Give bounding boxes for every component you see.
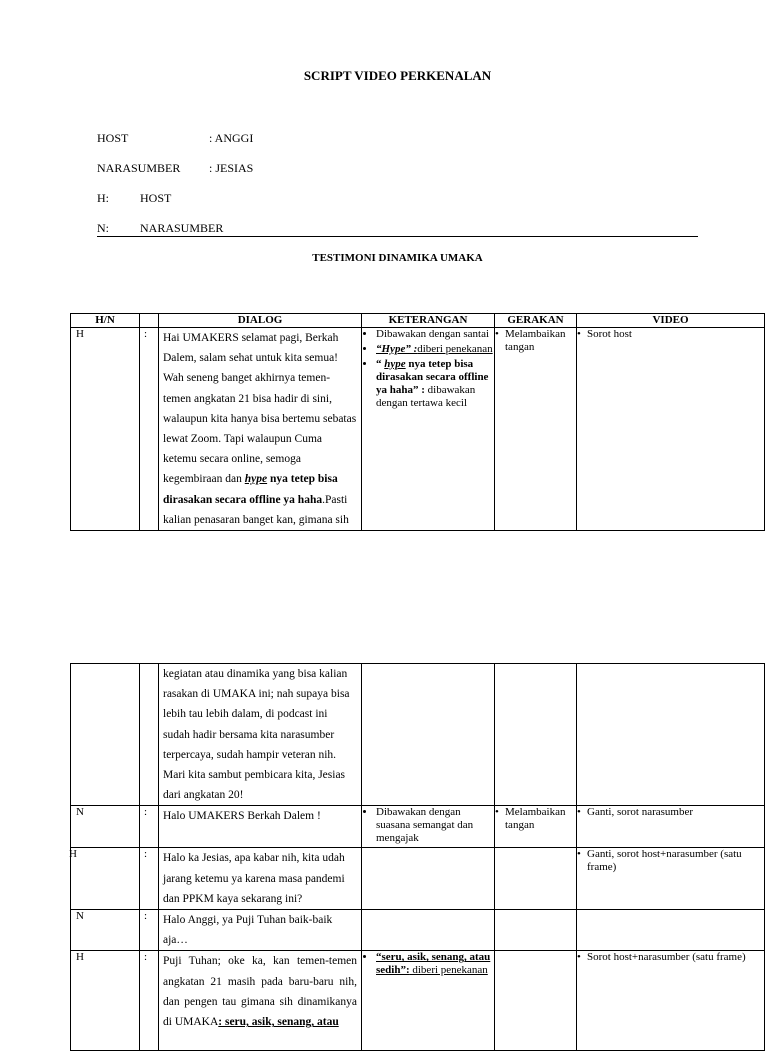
video-cell (577, 848, 765, 910)
keterangan-item: • “seru, asik, senang, atau sedih”: diberi penekanan (376, 951, 494, 977)
dialog-cell: Halo ka Jesias, apa kabar nih, kita udah jarang ketemu ya karena masa pandemi dan PPKM kaya sekarang ini? (159, 848, 362, 910)
keterangan-item: • “ hype nya tetep bisa dirasakan secara offline ya haha” : dibawakan dengan tertawa kecil (376, 358, 494, 410)
dialog-text: Puji Tuhan; oke ka, kan temen-temen angkatan 21 masih pada baru-baru nih, dan pengen tau gimana sih dinamikanya di UMAKA (163, 955, 357, 1029)
dialog-emphasis: nya tetep bisa dirasakan secara offline ya haha (163, 473, 338, 506)
dialog-cell: Halo UMAKERS Berkah Dalem ! (159, 806, 362, 848)
keterangan-item: • Dibawakan dengan santai (376, 328, 494, 341)
colon-cell: : (140, 328, 159, 531)
header-dialog: DIALOG (159, 314, 362, 328)
header-gerakan: GERAKAN (495, 314, 577, 328)
meta-n-value: NARASUMBER (140, 221, 224, 235)
keterangan-cell (362, 951, 495, 1051)
keterangan-item: • Dibawakan dengan suasana semangat dan mengajak (376, 806, 494, 845)
header-keterangan: KETERANGAN (362, 314, 495, 328)
table-row (71, 806, 765, 848)
speaker-cell: N (71, 910, 140, 951)
table-row (71, 328, 765, 531)
meta-narasumber-value: : JESIAS (209, 161, 254, 175)
dialog-text: Hai UMAKERS selamat pagi, Berkah Dalem, salam sehat untuk kita semua! Wah seneng banget akhirnya temen-temen angkatan 21 bisa hadir di sini, walaupun kita hanya bisa bertemu sebatas lewat Zoom. Tapi walaupun Cuma ketemu secara online, semoga kegembiraan dan (163, 332, 357, 486)
table-header-row (71, 314, 765, 328)
gerakan-cell (495, 910, 577, 951)
speaker-cell: H (71, 951, 140, 1051)
speaker-cell: H (69, 848, 138, 910)
colon-cell (140, 664, 159, 806)
dialog-cell: kegiatan atau dinamika yang bisa kalian rasakan di UMAKA ini; nah supaya bisa lebih tau lebih dalam, di podcast ini sudah hadir bersama kita narasumber terpercaya, sudah hampir veteran nih. Mari kita sambut pembicara kita, Jesias dari angkatan 20! (159, 664, 362, 806)
table-row (71, 848, 765, 910)
gerakan-cell (495, 848, 577, 910)
meta-host-label: HOST (97, 131, 129, 145)
video-item: • Sorot host+narasumber (satu frame) (577, 951, 764, 964)
keterangan-cell (362, 806, 495, 848)
keterangan-item: • “Hype” :diberi penekanan (376, 343, 494, 356)
dialog-emphasis: : seru, asik, senang, atau (218, 1016, 339, 1029)
gerakan-item: • Melambaikan tangan (495, 328, 576, 354)
dialog-cell (159, 951, 362, 1051)
keterangan-cell (362, 848, 495, 910)
dialog-emphasis-hype: hype (244, 473, 268, 486)
script-table-page-2 (70, 663, 765, 1051)
script-table-page-1 (70, 313, 765, 531)
keterangan-cell (362, 910, 495, 951)
dialog-cell: Halo Anggi, ya Puji Tuhan baik-baik aja… (159, 910, 362, 951)
table-row (71, 664, 765, 806)
meta-h-value: HOST (140, 191, 172, 205)
gerakan-cell (495, 328, 577, 531)
speaker-cell (71, 664, 140, 806)
gerakan-cell (495, 664, 577, 806)
meta-host-value: : ANGGI (209, 131, 254, 145)
gerakan-cell (495, 806, 577, 848)
video-cell (577, 806, 765, 848)
colon-cell: : (140, 806, 159, 848)
section-subtitle: TESTIMONI DINAMIKA UMAKA (312, 252, 483, 264)
video-cell (577, 951, 765, 1051)
gerakan-item: • Melambaikan tangan (495, 806, 576, 832)
table-row (71, 951, 765, 1051)
meta-h-label: H: (97, 191, 109, 205)
video-cell (577, 664, 765, 806)
colon-cell: : (140, 951, 159, 1051)
meta-n-label: N: (97, 221, 109, 235)
dialog-text-end: .Pasti kalian penasaran banget kan, gimana sih (163, 493, 349, 526)
document-title: SCRIPT VIDEO PERKENALAN (303, 68, 492, 83)
dialog-cell (159, 328, 362, 531)
table-row (71, 910, 765, 951)
gerakan-cell (495, 951, 577, 1051)
colon-cell: : (140, 848, 159, 910)
speaker-cell: N (71, 806, 140, 848)
header-blank (140, 314, 159, 328)
header-hn: H/N (71, 314, 140, 328)
video-item: • Ganti, sorot narasumber (577, 806, 764, 819)
meta-narasumber-label: NARASUMBER (97, 161, 181, 175)
video-cell (577, 910, 765, 951)
video-cell (577, 328, 765, 531)
keterangan-cell (362, 664, 495, 806)
keterangan-cell (362, 328, 495, 531)
header-video: VIDEO (577, 314, 765, 328)
colon-cell: : (140, 910, 159, 951)
divider-line (97, 236, 698, 237)
video-item: • Ganti, sorot host+narasumber (satu frame) (577, 848, 764, 874)
video-item: • Sorot host (577, 328, 764, 341)
speaker-cell: H (71, 328, 140, 531)
